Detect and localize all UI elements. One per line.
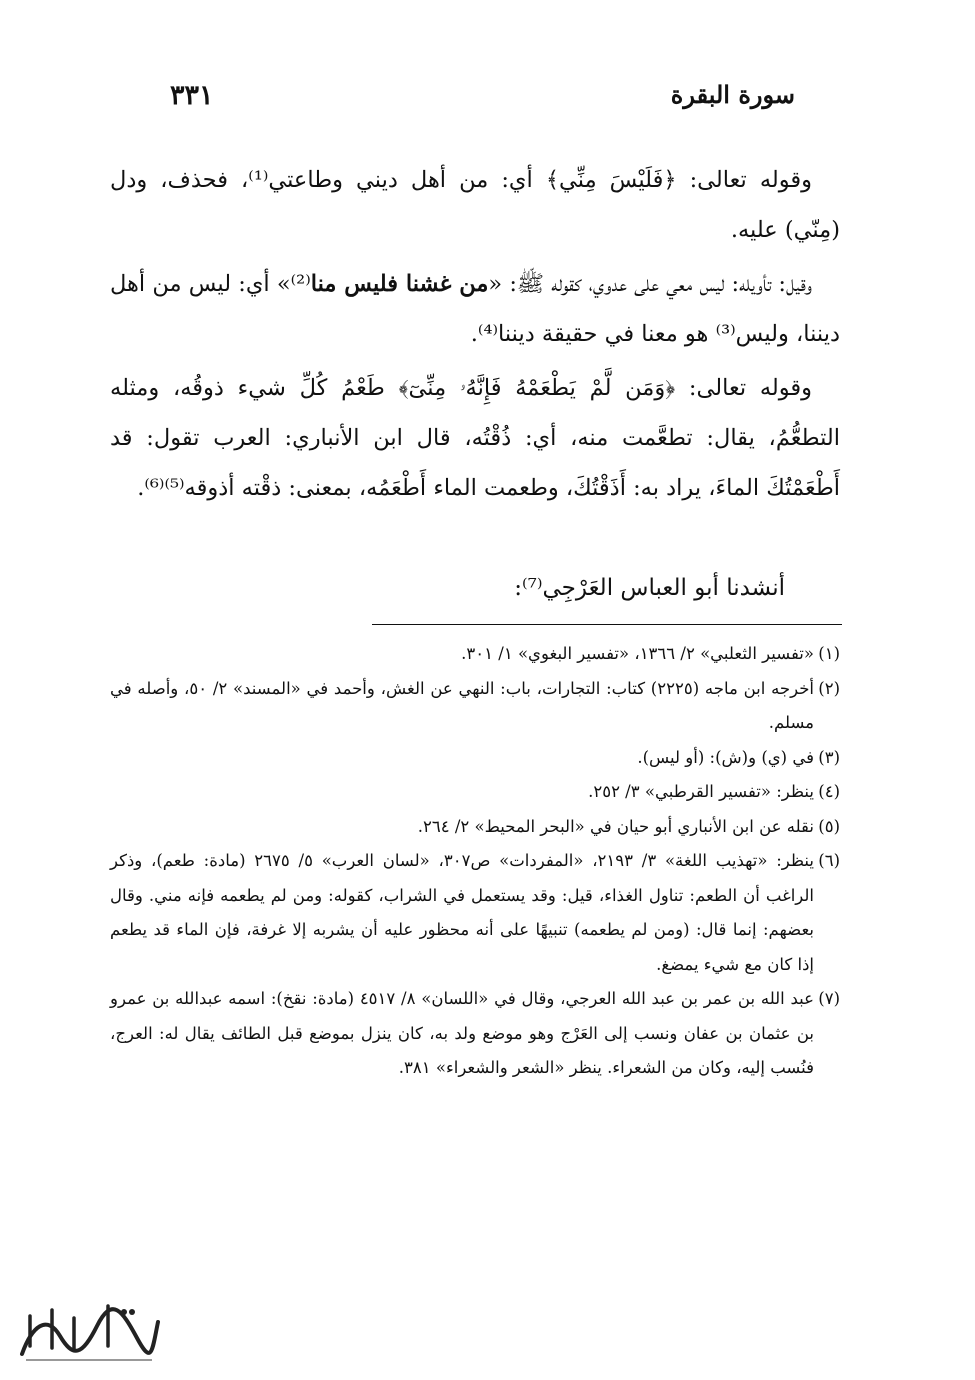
footnote-text: أخرجه ابن ماجه (٢٢٢٥) كتاب: التجارات، باب: النهي عن الغش، وأحمد في «المسند» ٢/ ٥٠، وأصله في مسلم.: [110, 678, 814, 732]
footnote-number: (١): [818, 644, 840, 663]
footnote-number: (٣): [818, 747, 840, 767]
footnote-number: (٦): [818, 851, 840, 870]
footnote-7: [110, 982, 840, 1086]
paragraph-3: وقوله تعالى: ﴿وَمَن لَّمْ يَطْعَمْهُ فَإِنَّهُۥ مِنِّىٓ﴾ طَعْمُ كُلِّ شيء ذوقُه، ومثله التطعُّمُ، يقال: تطعَّمت منه، أي: ذُقْتُه، قال ابن الأنباري: العرب تقول: قد أَطْعَمْتُكَ الماءَ، يراد به: أَذَقْتُكَ، وطعمت الماء أَطْعَمُه، بمعنى: ذقْته أذوقه⁽⁵⁾⁽⁶⁾.: [110, 375, 840, 501]
footnote-text: عبد الله بن عمر بن عبد الله العرجي، وقال في «اللسان» ٨/ ٤٥١٧ (مادة: نقخ): اسمه عبدالله بن عمرو بن عثمان بن عفان ونسب إلى العَرْج وهو موضع ولد به، كان ينزل بموضع قبل الطائف يقال له: العرج، فنُسب إليه، وكان من الشعراء. ينظر «الشعر والشعراء» ٣٨١.: [110, 989, 815, 1077]
footnote-3: [110, 741, 840, 776]
footnote-5: [110, 810, 840, 845]
footnotes: [110, 637, 840, 1086]
footnote-text: ينظر: «تهذيب اللغة» ٣/ ٢١٩٣، «المفردات» ص٣٠٧، «لسان العرب» ٥/ ٢٦٧٥ (مادة: طعم)، وذكر الراغب أن الطعم: تناول الغذاء، قيل: وقد يستعمل في الشراب، كقوله: ومن لم يطعمه فإنه مني. وقال بعضهم: إنما قال: (ومن لم يطعمه) تنبيهًا على أنه محظور عليه أن يشربه إلا غرفة، فإن الماء قد يطعم إذا كان مع شيء يمضغ.: [110, 851, 814, 974]
paragraph-2-end: ⁽²⁾» أي: ليس من أهل ديننا، وليس⁽³⁾ هو معنا في حقيقة ديننا⁽⁴⁾.: [110, 271, 840, 347]
footnote-number: (٤): [818, 782, 840, 801]
footnote-text: نقله عن ابن الأنباري أبو حيان في «البحر المحيط» ٢/ ٢٦٤.: [417, 816, 814, 836]
verse-intro: أنشدنا أبو العباس العَرْجِي⁽⁷⁾:: [514, 575, 785, 601]
footnote-number: (٧): [818, 989, 840, 1008]
page-header: [170, 80, 795, 120]
surah-title: سورة البقرة: [670, 80, 795, 109]
footnote-1: [110, 637, 840, 672]
publisher-logo-icon: [12, 1296, 162, 1366]
footnote-2: [110, 672, 840, 741]
paragraph-2: [110, 259, 840, 359]
footnote-4: [110, 775, 840, 810]
footnote-text: ينظر: «تفسير القرطبي» ٣/ ٢٥٢.: [588, 782, 814, 801]
footnote-separator: [372, 624, 842, 625]
page-number: ٣٣١: [170, 80, 214, 111]
footnote-6: [110, 844, 840, 982]
paragraph-2-start: وقيل: تأويله: ليس معي على عدوي، كقوله ﷺ: «: [488, 271, 812, 297]
footnote-number: (٥): [818, 816, 840, 836]
paragraph-1: وقوله تعالى: ﴿فَلَيْسَ مِنِّي﴾ أي: من أهل ديني وطاعتي⁽¹⁾، فحذف، ودل (مِنّي) عليه.: [110, 167, 840, 243]
footnote-text: في (ي) و(ش): (أو ليس).: [637, 747, 814, 767]
footnote-text: «تفسير الثعلبي» ٢/ ١٣٦٦، «تفسير البغوي» ١/ ٣٠١.: [461, 644, 814, 663]
footnote-number: (٢): [818, 678, 840, 698]
main-text: [110, 155, 840, 517]
hadith-text: من غشنا فليس منا: [310, 271, 489, 297]
